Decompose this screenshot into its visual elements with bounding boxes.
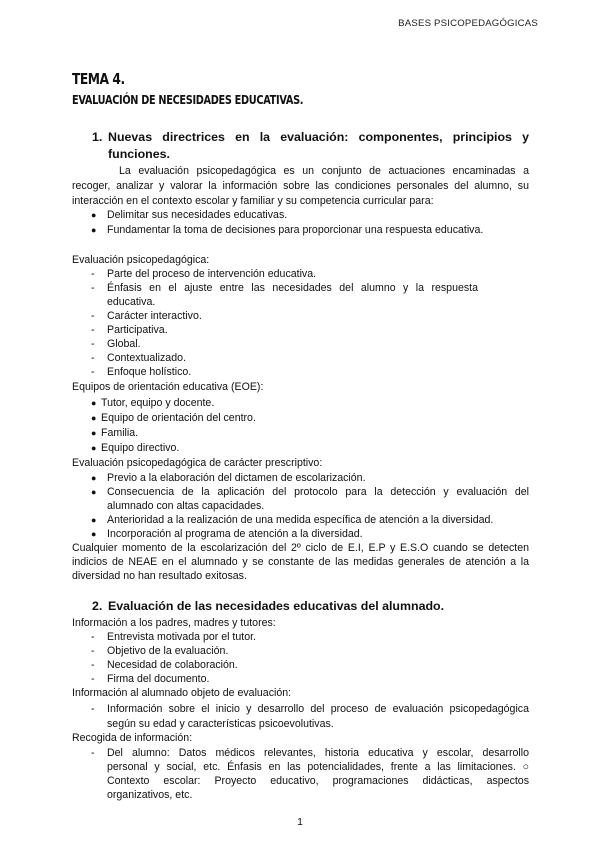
intro-line: recoger, analizar y valorar la información sobre las condiciones personales del alumno, su [72, 180, 529, 192]
dash-icon: - [91, 747, 95, 759]
list-item: Objetivo de la evaluación. [107, 645, 229, 657]
list-item: Carácter interactivo. [107, 310, 202, 322]
list-item: Contexto escolar: Proyecto educativo, programaciones didácticas, aspectos [107, 775, 529, 787]
parents-label: Información a los padres, madres y tutores: [72, 617, 276, 629]
bullet-icon: ● [91, 428, 97, 438]
list-item: Previo a la elaboración del dictamen de escolarización. [107, 472, 366, 484]
dash-icon: - [91, 338, 95, 350]
dash-icon: - [91, 631, 95, 643]
section-1-heading [92, 129, 529, 163]
list-item: Fundamentar la toma de decisiones para proporcionar una respuesta educativa. [107, 224, 484, 236]
section-1-number: 1. [92, 130, 103, 144]
bullet-icon: ● [91, 398, 97, 408]
list-item: Participativa. [107, 324, 168, 336]
dash-icon: - [91, 310, 95, 322]
list-item: Equipo de orientación del centro. [101, 412, 256, 424]
bullet-icon: ● [91, 529, 97, 539]
list-item: Del alumno: Datos médicos relevantes, historia educativa y escolar, desarrollo [107, 747, 529, 759]
closing-line: Cualquier momento de la escolarización del 2º ciclo de E.I, E.P y E.S.O cuando se detecten [72, 542, 529, 554]
dash-icon: - [91, 703, 95, 715]
closing-line: indicios de NEAE en el alumnado y se constante de las medidas generales de atención a la [72, 556, 529, 568]
list-item: Delimitar sus necesidades educativas. [107, 209, 288, 221]
intro-line: La evaluación psicopedagógica es un conjunto de actuaciones encaminadas a [119, 165, 529, 177]
section-2-heading-text: Evaluación de las necesidades educativas del alumnado. [108, 599, 445, 613]
bullet-icon: ● [91, 225, 97, 235]
list-item: Familia. [101, 427, 139, 439]
bullet-icon: ● [91, 210, 97, 220]
list-item: Necesidad de colaboración. [107, 659, 238, 671]
page-number: 1 [297, 816, 303, 828]
list-item: Contextualizado. [107, 352, 186, 364]
bullet-icon: ● [91, 443, 97, 453]
section-1-heading-line2: funciones. [108, 147, 170, 161]
list-item: Incorporación al programa de atención a la diversidad. [107, 528, 363, 540]
topic-title: TEMA 4. [72, 70, 125, 88]
list-item: Consecuencia de la aplicación del protocolo para la detección y evaluación del [107, 486, 529, 498]
list-item: Firma del documento. [107, 673, 210, 685]
dash-icon: - [91, 352, 95, 364]
list-item: educativa. [107, 296, 156, 308]
collection-label: Recogida de información: [72, 732, 193, 744]
list-item: Tutor, equipo y docente. [101, 397, 215, 409]
list-item: según su edad y características psicoevolutivas. [107, 718, 334, 730]
list-item: personal y social, etc. Énfasis en las potencialidades, frente a las limitaciones. ○ [107, 761, 529, 773]
dash-icon: - [91, 282, 95, 294]
section-1-heading-line1: Nuevas directrices en la evaluación: componentes, principios y [108, 130, 529, 144]
intro-line: interacción en el contexto escolar y familiar y su competencia curricular para: [72, 195, 434, 207]
running-header: BASES PSICOPEDAGÓGICAS [398, 18, 538, 29]
topic-subtitle: EVALUACIÓN DE NECESIDADES EDUCATIVAS. [72, 93, 304, 107]
list-item: organizativos, etc. [107, 789, 193, 801]
closing-line: diversidad no han resultado exitosas. [72, 570, 247, 582]
section-2-number: 2. [92, 599, 103, 613]
list-item: Parte del proceso de intervención educativa. [107, 268, 317, 280]
dash-icon: - [91, 366, 95, 378]
list-item: alumnado con altas capacidades. [107, 500, 265, 512]
section-2-heading [92, 598, 529, 615]
student-label: Información al alumnado objeto de evaluación: [72, 687, 292, 699]
list-item: Énfasis en el ajuste entre las necesidades del alumno y la respuesta [107, 282, 478, 294]
bullet-icon: ● [91, 487, 97, 497]
list-item: Equipo directivo. [101, 442, 180, 454]
dash-icon: - [91, 645, 95, 657]
list-item: Anterioridad a la realización de una medida específica de atención a la diversidad. [107, 514, 494, 526]
dash-icon: - [91, 324, 95, 336]
eval-label: Evaluación psicopedagógica: [72, 254, 210, 266]
prescriptive-label: Evaluación psicopedagógica de carácter prescriptivo: [72, 457, 323, 469]
eoe-label: Equipos de orientación educativa (EOE): [72, 381, 264, 393]
list-item: Entrevista motivada por el tutor. [107, 631, 256, 643]
list-item: Información sobre el inicio y desarrollo del proceso de evaluación psicopedagógica [107, 703, 529, 715]
dash-icon: - [91, 268, 95, 280]
list-item: Global. [107, 338, 141, 350]
dash-icon: - [91, 673, 95, 685]
list-item: Enfoque holístico. [107, 366, 192, 378]
bullet-icon: ● [91, 413, 97, 423]
bullet-icon: ● [91, 515, 97, 525]
dash-icon: - [91, 659, 95, 671]
bullet-icon: ● [91, 473, 97, 483]
